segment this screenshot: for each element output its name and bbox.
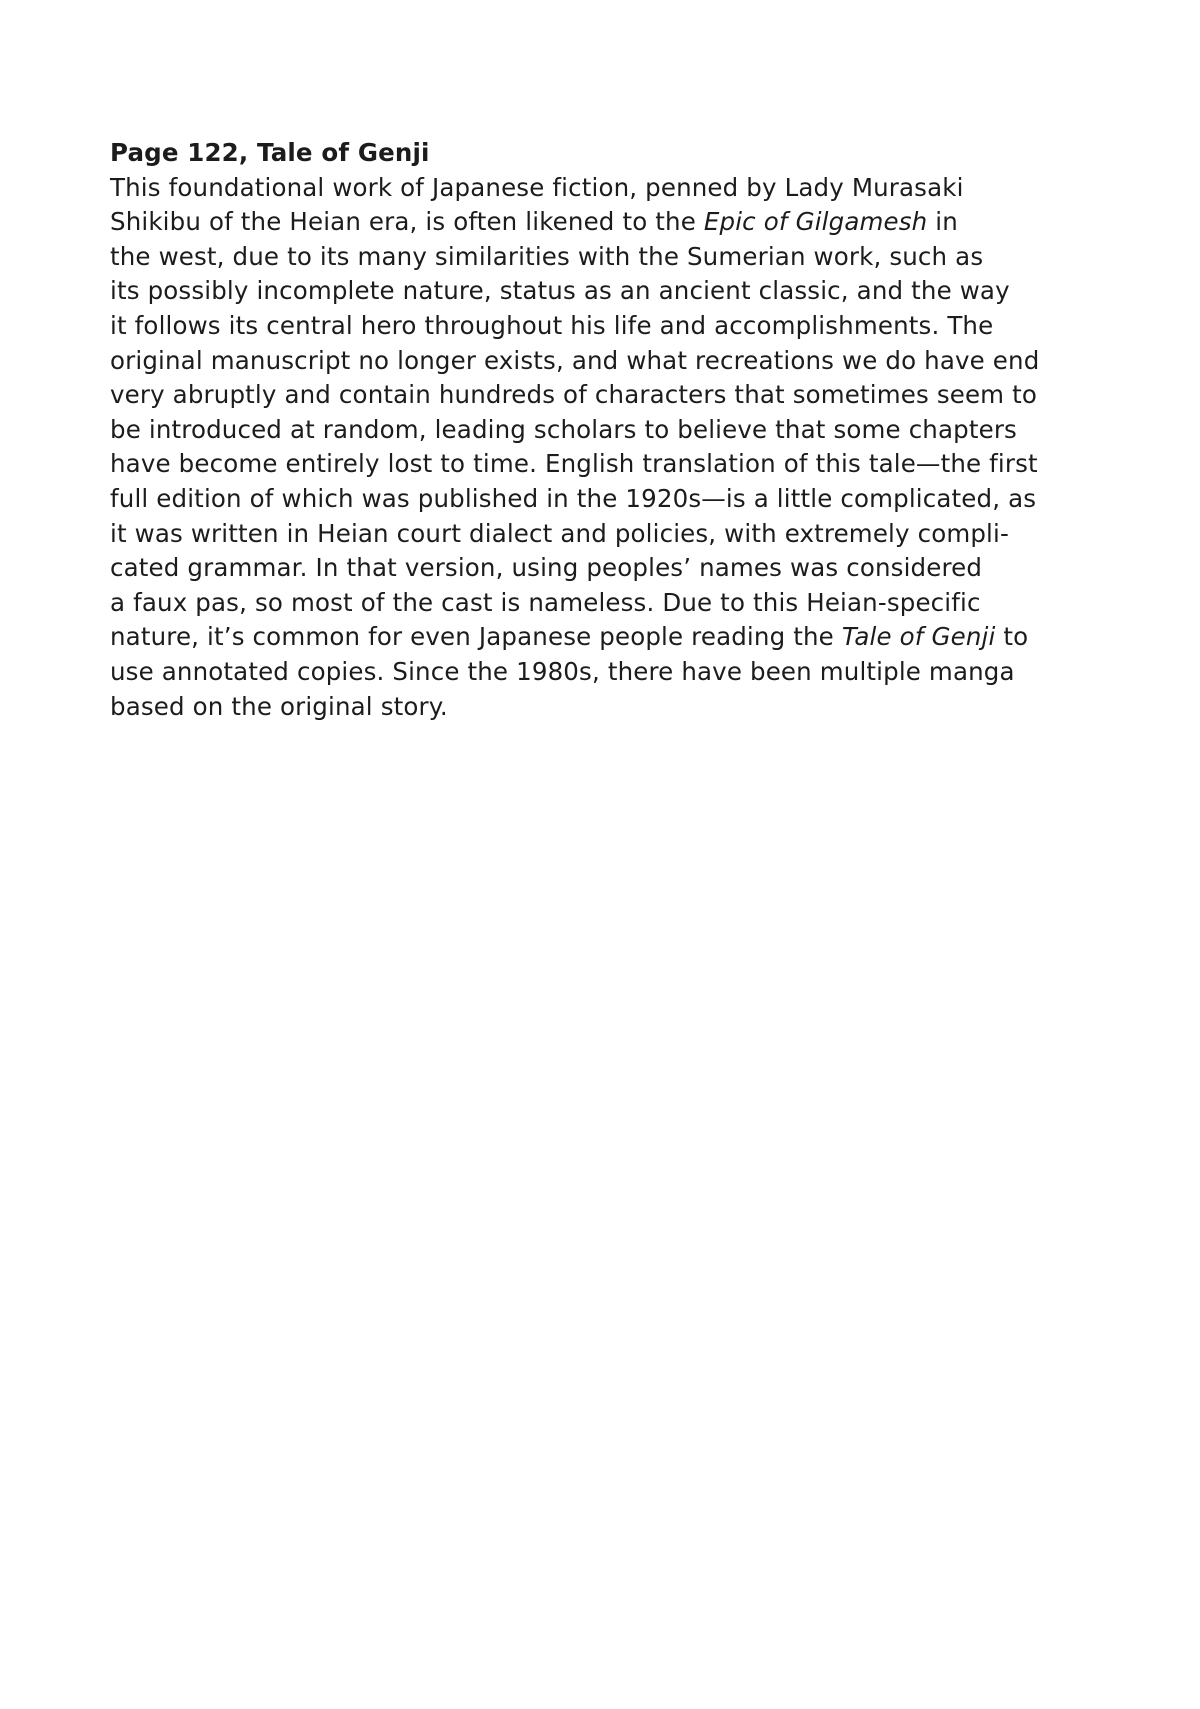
body-line xyxy=(110,413,1120,448)
body-line xyxy=(110,482,1120,517)
body-text: be introduced at random, leading scholars to believe that some chapters xyxy=(110,414,1017,444)
body-line xyxy=(110,655,1120,690)
body-line xyxy=(110,274,1120,309)
body-line xyxy=(110,171,1120,206)
body-line xyxy=(110,690,1120,725)
body-text: its possibly incomplete nature, status as an ancient classic, and the way xyxy=(110,276,1010,306)
body-line xyxy=(110,517,1120,552)
body-text: full edition of which was published in the 1920s—is a little complicated, as xyxy=(110,483,1037,513)
body-line xyxy=(110,551,1120,586)
note-body xyxy=(110,171,1120,725)
title-italic-tale-of-genji: Tale of Genji xyxy=(841,622,996,652)
body-text: have become entirely lost to time. English translation of this tale—the first xyxy=(110,449,1038,479)
body-text: This foundational work of Japanese fiction, penned by Lady Murasaki xyxy=(110,172,964,202)
body-line xyxy=(110,586,1120,621)
body-text: cated grammar. In that version, using peoples’ names was considered xyxy=(110,553,983,583)
note-heading: Page 122, Tale of Genji xyxy=(110,138,430,167)
body-text: original manuscript no longer exists, and what recreations we do have end xyxy=(110,345,1040,375)
annotation-note xyxy=(110,136,1120,724)
body-line xyxy=(110,309,1120,344)
body-line xyxy=(110,447,1120,482)
body-text: based on the original story. xyxy=(110,691,448,721)
body-text: it was written in Heian court dialect and policies, with extremely compli- xyxy=(110,518,1009,548)
body-line xyxy=(110,205,1120,240)
body-line xyxy=(110,240,1120,275)
body-text: nature, it’s common for even Japanese people reading the xyxy=(110,622,842,652)
body-line xyxy=(110,344,1120,379)
title-italic-epic-of-gilgamesh: Epic of Gilgamesh xyxy=(703,207,928,237)
body-text: the west, due to its many similarities with the Sumerian work, such as xyxy=(110,241,984,271)
body-text: a faux pas, so most of the cast is nameless. Due to this Heian-specific xyxy=(110,587,981,617)
body-text: use annotated copies. Since the 1980s, there have been multiple manga xyxy=(110,656,1015,686)
body-text: Shikibu of the Heian era, is often likened to the xyxy=(110,207,704,237)
body-text: it follows its central hero throughout his life and accomplishments. The xyxy=(110,310,994,340)
body-text: to xyxy=(995,622,1029,652)
body-text: in xyxy=(927,207,958,237)
body-line xyxy=(110,620,1120,655)
body-text: very abruptly and contain hundreds of characters that sometimes seem to xyxy=(110,380,1038,410)
body-line xyxy=(110,378,1120,413)
